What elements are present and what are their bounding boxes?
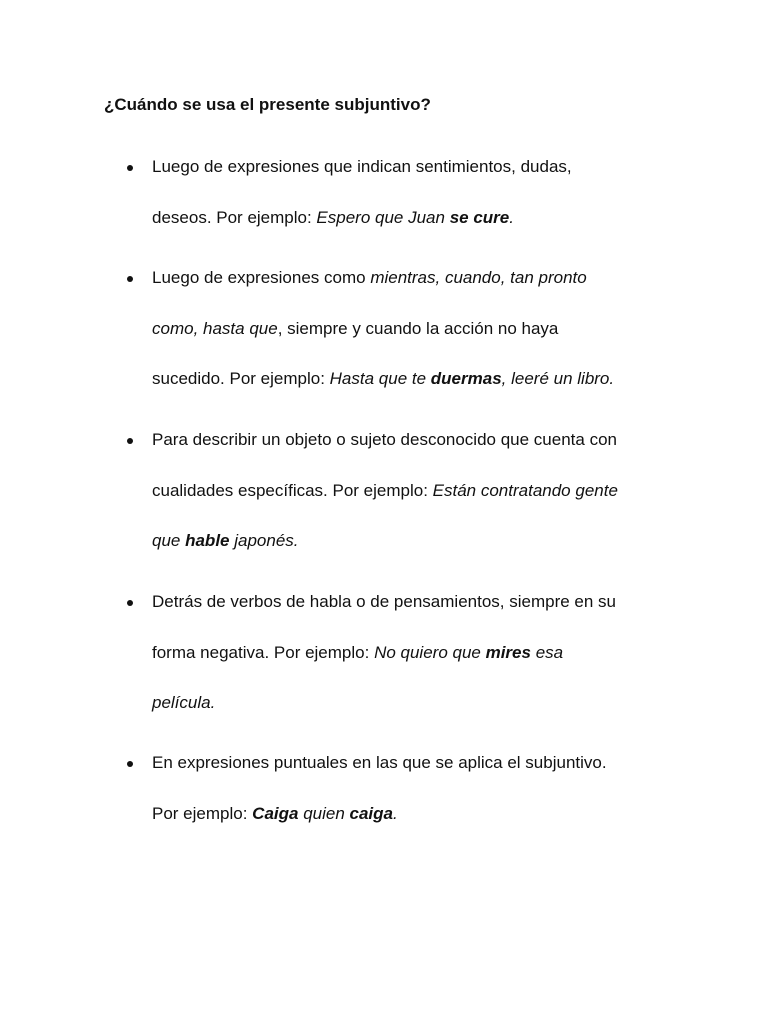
text-run: forma negativa. Por ejemplo: bbox=[152, 642, 375, 662]
text-run: sucedido. Por ejemplo: bbox=[152, 369, 330, 388]
bullet-dot-icon bbox=[127, 600, 133, 606]
text-run: Luego de expresiones que indican sentimientos, dudas, bbox=[152, 157, 572, 176]
bullet-text-line bbox=[152, 266, 587, 290]
text-run: Espero que Juan bbox=[316, 207, 450, 227]
text-run: caiga bbox=[349, 803, 393, 823]
bullet-text-line bbox=[152, 206, 514, 230]
text-run: duermas bbox=[430, 369, 502, 388]
text-run: Están contratando gente bbox=[432, 480, 618, 500]
bullet-dot-icon bbox=[127, 761, 133, 767]
bullet-text-line bbox=[152, 155, 572, 179]
text-run: . bbox=[509, 207, 514, 227]
bullet-text-line bbox=[152, 428, 617, 452]
page-title: ¿Cuándo se usa el presente subjuntivo? bbox=[104, 95, 431, 114]
bullet-text-line bbox=[152, 367, 614, 391]
bullet-dot-icon bbox=[127, 165, 133, 171]
text-run: Para describir un objeto o sujeto desconocido que cuenta con bbox=[152, 430, 617, 449]
text-run: hable bbox=[185, 531, 230, 550]
text-run: Luego de expresiones como bbox=[152, 268, 371, 287]
text-run: esa bbox=[530, 642, 564, 662]
text-run: mires bbox=[485, 642, 531, 662]
bullet-text-line bbox=[152, 691, 215, 715]
text-run: No quiero que bbox=[374, 642, 486, 662]
text-run: mientras, cuando, tan pronto bbox=[370, 268, 587, 287]
bullet-text-line bbox=[152, 641, 563, 665]
text-run: Detrás de verbos de habla o de pensamientos, siempre en su bbox=[152, 592, 616, 611]
text-run: película. bbox=[152, 693, 216, 712]
text-run: Caiga bbox=[252, 803, 299, 823]
bullet-dot-icon bbox=[127, 438, 133, 444]
text-run: . bbox=[393, 803, 398, 823]
text-run: se cure bbox=[449, 207, 510, 227]
bullet-text-line bbox=[152, 802, 398, 826]
bullet-dot-icon bbox=[127, 276, 133, 282]
text-run: quien bbox=[298, 803, 350, 823]
bullet-text-line bbox=[152, 529, 299, 553]
text-run: En expresiones puntuales en las que se aplica el subjuntivo. bbox=[152, 753, 607, 772]
text-run: deseos. Por ejemplo: bbox=[152, 207, 317, 227]
text-run: que bbox=[152, 531, 186, 550]
bullet-text-line bbox=[152, 590, 616, 614]
bullet-text-line bbox=[152, 317, 558, 341]
text-run: , leeré un libro. bbox=[501, 369, 615, 388]
bullet-text-line bbox=[152, 479, 618, 503]
bullet-text-line bbox=[152, 751, 607, 775]
text-run: , siempre y cuando la acción no haya bbox=[277, 318, 559, 338]
text-run: Hasta que te bbox=[329, 369, 431, 388]
text-run: japonés. bbox=[229, 531, 299, 550]
text-run: cualidades específicas. Por ejemplo: bbox=[152, 480, 433, 500]
text-run: Por ejemplo: bbox=[152, 803, 253, 823]
text-run: como, hasta que bbox=[152, 318, 278, 338]
